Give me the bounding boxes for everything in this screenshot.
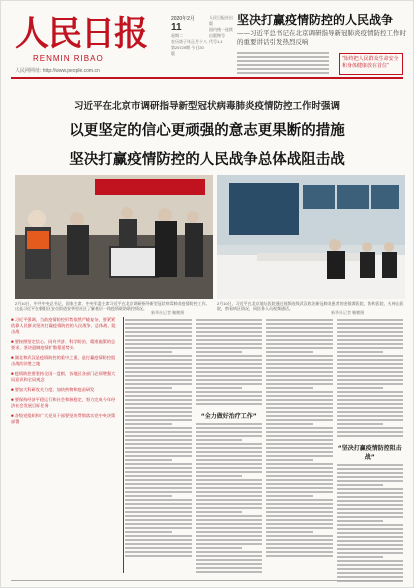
summary-item: ■ 要加大科研攻关力度，加快药物和疫苗研发 [11, 387, 119, 393]
text-line [266, 499, 333, 501]
text-line [196, 543, 263, 545]
text-line [196, 363, 263, 365]
date-weekday: 星期二 [171, 33, 183, 38]
text-line [125, 547, 192, 549]
text-line [125, 423, 172, 425]
text-line [196, 551, 263, 553]
publisher-info [209, 15, 235, 45]
text-line [266, 483, 333, 485]
text-line [125, 475, 192, 477]
text-line [266, 531, 313, 533]
text-line [196, 399, 263, 401]
text-line [266, 395, 333, 397]
text-line [125, 459, 172, 461]
text-line [125, 411, 192, 413]
text-line [266, 471, 333, 473]
text-line [196, 471, 263, 473]
text-line [125, 383, 192, 385]
text-line [266, 507, 333, 509]
text-line [266, 535, 333, 537]
text-line [125, 543, 192, 545]
right-story-title[interactable]: 坚决打赢疫情防控的人民战争 [237, 13, 394, 27]
text-line [196, 427, 263, 429]
text-line [125, 483, 192, 485]
text-line [125, 379, 192, 381]
text-line [196, 431, 263, 433]
text-line [196, 367, 263, 369]
text-line [125, 551, 192, 553]
text-line [125, 339, 192, 341]
text-line [125, 367, 192, 369]
text-line [125, 375, 192, 377]
text-line [337, 435, 404, 437]
text-line [196, 467, 263, 469]
lead-kicker: 习近平在北京市调研指导新型冠状病毒肺炎疫情防控工作时强调 [73, 101, 340, 112]
text-line [196, 511, 243, 513]
text-line [125, 491, 192, 493]
text-line [337, 327, 404, 329]
text-line [196, 323, 263, 325]
text-line [337, 552, 404, 554]
text-line [125, 507, 192, 509]
text-line [196, 515, 263, 517]
text-line [337, 371, 404, 373]
text-line [196, 571, 263, 573]
text-line [196, 463, 263, 465]
photo-credit-left: 新华社记者 鞠鹏摄 [151, 310, 185, 315]
text-line [266, 375, 333, 377]
text-line [196, 523, 263, 525]
text-line [125, 467, 192, 469]
text-line [337, 568, 404, 570]
text-line [337, 319, 404, 321]
text-line [337, 496, 404, 498]
text-line [196, 527, 263, 529]
text-line [266, 379, 333, 381]
text-line [266, 479, 333, 481]
text-line [125, 451, 192, 453]
text-line [337, 383, 404, 385]
text-line [196, 455, 263, 457]
text-line [196, 355, 263, 357]
text-line [337, 476, 404, 478]
text-line [337, 355, 404, 357]
text-line [125, 503, 192, 505]
text-line [266, 331, 333, 333]
text-line [337, 419, 404, 421]
text-line [196, 371, 263, 373]
text-line [196, 555, 263, 557]
summary-item: ■ 湖北和武汉是疫情防控的重中之重，是打赢疫情防控阻击战的决胜之地 [11, 355, 119, 367]
text-line [266, 323, 333, 325]
text-line [266, 343, 333, 345]
text-line [266, 367, 333, 369]
text-line [125, 327, 192, 329]
text-line [125, 387, 172, 389]
text-line [337, 427, 404, 429]
text-line [337, 391, 404, 393]
column-subhead: “坚决打赢疫情防控阻击战” [337, 445, 402, 461]
text-line [196, 319, 263, 321]
text-line [125, 347, 192, 349]
text-line [266, 451, 333, 453]
text-line [337, 468, 404, 470]
text-line [337, 399, 404, 401]
text-line [125, 515, 192, 517]
text-line [125, 335, 192, 337]
text-line [266, 399, 333, 401]
text-line [337, 379, 404, 381]
text-line [337, 536, 404, 538]
text-line [196, 459, 263, 461]
text-line [196, 403, 263, 405]
text-line [196, 443, 263, 445]
date-lunar: 农历庚子年正月十八 [171, 39, 207, 44]
right-story-quote-box: “始终把人民群众生命安全和身体健康放在首位” [339, 53, 403, 75]
text-line [125, 519, 192, 521]
right-story-body [237, 50, 329, 76]
text-line [196, 439, 243, 441]
text-line [266, 335, 333, 337]
text-line [266, 511, 333, 513]
info-line: 国内统一连续出版物号 [209, 27, 233, 38]
text-line [196, 343, 263, 345]
masthead-logo[interactable]: 人民日报 [15, 14, 147, 54]
summary-sidebar [11, 317, 124, 573]
masthead-divider [11, 77, 403, 79]
text-line [266, 491, 333, 493]
text-line [337, 576, 404, 578]
text-line [337, 331, 404, 333]
text-line [266, 327, 333, 329]
text-line [266, 431, 333, 433]
text-line [125, 555, 192, 557]
text-line [125, 455, 192, 457]
text-line [266, 555, 333, 557]
text-line [337, 403, 404, 405]
text-line [337, 560, 404, 562]
text-line [266, 435, 333, 437]
text-line [196, 535, 263, 537]
text-line [125, 463, 192, 465]
text-line [125, 495, 172, 497]
text-line [125, 343, 192, 345]
text-line [266, 319, 333, 321]
text-line [196, 383, 263, 385]
text-line [266, 519, 333, 521]
info-line: 代号1-1 [209, 39, 223, 44]
text-line [266, 355, 333, 357]
text-line [196, 531, 263, 533]
text-line [196, 487, 263, 489]
text-line [125, 511, 192, 513]
text-line [196, 391, 263, 393]
text-line [266, 415, 333, 417]
text-line [337, 395, 404, 397]
right-story-subtitle: ——习近平总书记在北京调研指导新冠肺炎疫情防控工作时的重要讲话引发热烈反响 [237, 29, 406, 46]
text-line [266, 459, 313, 461]
text-line [266, 359, 333, 361]
photo-credit-right: 新华社记者 鞠鹏摄 [331, 310, 365, 315]
text-line [196, 451, 263, 453]
text-line [125, 319, 192, 321]
text-line [266, 543, 333, 545]
text-line [196, 339, 263, 341]
text-line [337, 540, 404, 542]
text-line [337, 520, 384, 522]
right-story-header [237, 13, 407, 47]
text-line [125, 471, 192, 473]
text-line [196, 395, 263, 397]
text-line [337, 431, 404, 433]
text-line [266, 403, 333, 405]
text-line [266, 387, 313, 389]
text-line [196, 475, 243, 477]
text-line [266, 495, 313, 497]
text-line [266, 487, 333, 489]
text-line [337, 472, 404, 474]
text-line [266, 363, 333, 365]
text-line [337, 548, 404, 550]
text-line [196, 351, 243, 353]
text-line [196, 379, 263, 381]
text-line [125, 403, 192, 405]
text-line [266, 523, 333, 525]
text-line [196, 335, 263, 337]
text-line [337, 423, 384, 425]
text-line [196, 507, 263, 509]
text-line [337, 572, 404, 574]
text-line [337, 367, 404, 369]
text-line [266, 551, 333, 553]
info-line: 人民日报社出版 [209, 15, 233, 26]
text-line [337, 323, 404, 325]
text-line [337, 544, 404, 546]
text-line [337, 504, 404, 506]
text-line [266, 463, 333, 465]
text-line [337, 351, 384, 353]
text-line [125, 531, 172, 533]
text-line [196, 499, 263, 501]
text-line [196, 375, 263, 377]
text-line [125, 395, 192, 397]
text-line [337, 464, 404, 466]
text-line [125, 419, 192, 421]
article-columns [125, 317, 403, 573]
text-line [266, 407, 333, 409]
text-line [337, 339, 404, 341]
article-column [196, 317, 263, 573]
text-line [266, 419, 333, 421]
text-line [337, 532, 404, 534]
text-line [125, 323, 192, 325]
text-line [337, 387, 384, 389]
text-line [266, 503, 333, 505]
text-line [125, 363, 192, 365]
text-line [337, 524, 404, 526]
text-line [125, 371, 192, 373]
text-line [337, 516, 404, 518]
text-line [125, 415, 192, 417]
text-line [125, 355, 192, 357]
article-body [11, 317, 403, 573]
text-line [337, 512, 404, 514]
text-line [266, 467, 333, 469]
text-line [125, 487, 192, 489]
footer-rule [11, 580, 403, 581]
text-line [196, 559, 263, 561]
text-line [266, 411, 333, 413]
text-line [196, 447, 263, 449]
text-line [125, 527, 192, 529]
text-line [337, 508, 404, 510]
text-line [337, 347, 404, 349]
text-line [125, 391, 192, 393]
text-line [196, 547, 243, 549]
text-line [337, 415, 404, 417]
text-line [125, 523, 192, 525]
lead-headline-1[interactable]: 以更坚定的信心更顽强的意志更果断的措施 [69, 123, 345, 139]
text-line [337, 556, 384, 558]
summary-item: ■ 习近平强调，当前疫情防控形势依然严峻复杂，要紧紧依靠人民群众坚决打赢疫情防控的人民战争、总体战、阻击战 [11, 317, 119, 335]
text-line [196, 327, 263, 329]
text-line [196, 483, 263, 485]
text-line [337, 411, 404, 413]
masthead-pinyin: RENMIN RIBAO [33, 54, 104, 63]
text-line [125, 359, 192, 361]
text-line [125, 407, 192, 409]
text-line [337, 528, 404, 530]
text-line [266, 539, 333, 541]
text-line [266, 547, 333, 549]
summary-item: ■ 要按照坚定信心、同舟共济、科学防治、精准施策的总要求，坚决遏制疫情扩散蔓延势头 [11, 339, 119, 351]
text-line [266, 383, 333, 385]
text-line [125, 535, 192, 537]
text-line [196, 563, 263, 565]
text-line [266, 455, 333, 457]
text-line [266, 371, 333, 373]
date-line: 2020年2月 [171, 16, 195, 22]
text-line [266, 423, 313, 425]
column-subhead: “全力做好治疗工作” [200, 413, 257, 420]
text-line [125, 427, 192, 429]
text-line [337, 407, 404, 409]
photo-video-conference-image [217, 175, 405, 299]
text-line [125, 331, 192, 333]
text-line [266, 443, 333, 445]
text-line [337, 343, 404, 345]
text-line [337, 488, 404, 490]
text-line [337, 564, 404, 566]
text-line [196, 495, 263, 497]
lead-headline-2[interactable]: 坚决打赢疫情防控的人民战争总体战阻击战 [69, 152, 345, 168]
text-line [125, 479, 192, 481]
photo-video-conference[interactable] [217, 175, 405, 299]
text-line [196, 423, 263, 425]
text-line [266, 347, 333, 349]
text-line [337, 363, 404, 365]
text-line [196, 347, 263, 349]
text-line [196, 519, 263, 521]
text-line [337, 492, 404, 494]
text-line [196, 491, 263, 493]
date-box [171, 15, 207, 57]
article-column [337, 317, 404, 573]
text-line [337, 375, 404, 377]
text-line [266, 351, 313, 353]
issue-number: 第25729期 今日20版 [171, 45, 204, 56]
summary-item: ■ 要保持经济平稳运行和社会和谐稳定，努力完成今年经济社会发展目标任务 [11, 397, 119, 409]
masthead-url[interactable]: 人民网网址: http://www.people.com.cn [15, 68, 100, 74]
text-line [125, 435, 192, 437]
text-line [125, 351, 172, 353]
text-line [266, 391, 333, 393]
photo-caption-left: 2月10日，中共中央总书记、国家主席、中央军委主席习近平在北京调研指导新型冠状病毒肺炎疫情防控工作。这是习近平在朝阳区安贞街道安华里社区了解基层一线疫情联防联控情况。 [15, 301, 210, 311]
date-day: 11 [171, 22, 182, 33]
text-line [196, 503, 263, 505]
text-line [266, 475, 333, 477]
text-line [125, 499, 192, 501]
text-line [337, 500, 404, 502]
text-line [266, 427, 333, 429]
text-line [125, 539, 192, 541]
text-line [196, 539, 263, 541]
text-line [337, 335, 404, 337]
text-line [125, 399, 192, 401]
text-line [196, 387, 243, 389]
photo-community-visit-image [15, 175, 213, 299]
text-line [196, 331, 263, 333]
photo-caption-right: 2月10日，习近平在北京地坛医院通过视频连线武汉收治新冠肺炎患者的金银潭医院、协和医院、火神山医院，察看病区情况，同医务人员视频通话。 [217, 301, 404, 311]
text-line [196, 567, 263, 569]
text-line [266, 515, 333, 517]
text-line [196, 479, 263, 481]
text-line [266, 527, 333, 529]
text-line [337, 484, 384, 486]
text-line [266, 339, 333, 341]
article-column [125, 317, 192, 573]
text-line [266, 447, 333, 449]
text-line [337, 359, 404, 361]
summary-item: ■ 各级党组织和广大党员干部要坚决贯彻落实党中央决策部署 [11, 413, 119, 425]
article-column [266, 317, 333, 573]
text-line [125, 439, 192, 441]
text-line [196, 435, 263, 437]
photo-community-visit[interactable] [15, 175, 213, 299]
summary-item: ■ 疫情防控要坚持全国一盘棋，各地区各部门必须增强大局意识和全局观念 [11, 371, 119, 383]
text-line [125, 447, 192, 449]
text-line [266, 439, 333, 441]
text-line [337, 480, 404, 482]
text-line [125, 431, 192, 433]
text-line [125, 443, 192, 445]
text-line [196, 359, 263, 361]
